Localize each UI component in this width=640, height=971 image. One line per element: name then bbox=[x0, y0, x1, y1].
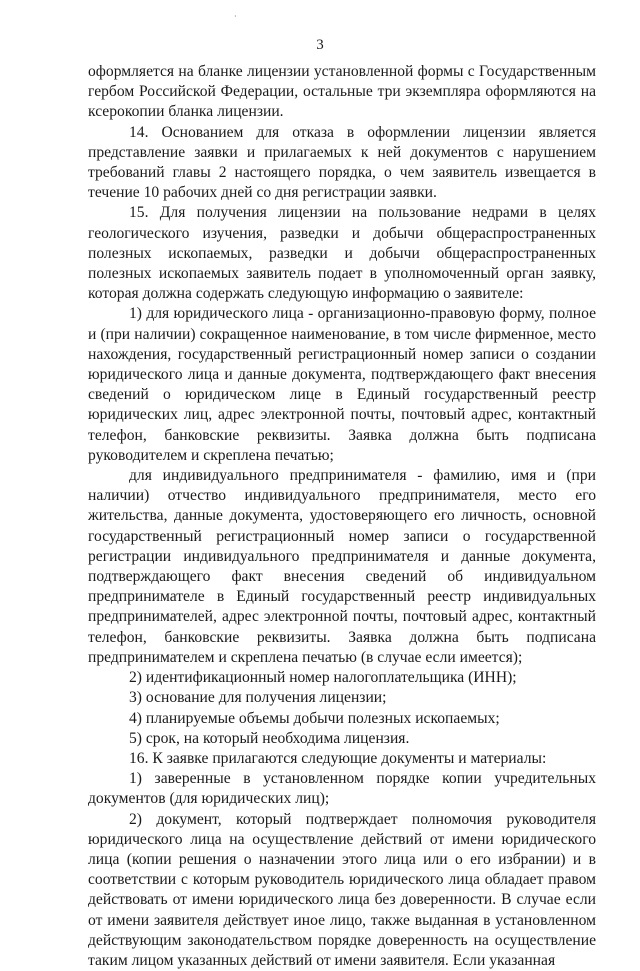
scan-mark: · bbox=[234, 12, 237, 21]
paragraph: 4) планируемые объемы добычи полезных ископаемых; bbox=[129, 709, 500, 727]
paragraph: 15. Для получения лицензии на пользование недрами в целях геологического изучения, разведки и добычи общераспространенных полезных ископаемых, разведки и добычи общераспространенных полезных ископаемых заявитель подает в уполномоченный орган заявку, которая должна содержать следующую информацию о заявителе: bbox=[88, 204, 596, 303]
page-number: 3 bbox=[316, 37, 324, 53]
paragraph: для индивидуального предпринимателя - фамилию, имя и (при наличии) отчество индивидуального предпринимателя, место его жительства, данные документа, удостоверяющего его личность, основной государственный регистрационный номер записи о государственной регистрации индивидуального предпринимателя и данные документа, подтверждающего факт внесения сведений об индивидуальном предпринимателе в Единый государственный реестр индивидуальных предпринимателей, адрес электронной почты, почтовый адрес, контактный телефон, банковские реквизиты. Заявка должна быть подписана предпринимателем и скреплена печатью (в случае если имеется); bbox=[88, 467, 596, 666]
paragraph: 16. К заявке прилагаются следующие документы и материалы: bbox=[129, 749, 547, 767]
paragraph: 1) для юридического лица - организационно-правовую форму, полное и (при наличии) сокращенное наименование, в том числе фирменное, место нахождения, государственный регистрационный номер записи о создании юридического лица и данные документа, подтверждающего факт внесения сведений о юридическом лице в Единый государственный реестр юридических лиц, адрес электронной почты, почтовый адрес, контактный телефон, банковские реквизиты. Заявка должна быть подписана руководителем и скреплена печатью; bbox=[88, 305, 596, 464]
paragraph: 14. Основанием для отказа в оформлении лицензии является представление заявки и прилагаемых к ней документов с нарушением требований главы 2 настоящего порядка, о чем заявитель извещается в течение 10 рабочих дней со дня регистрации заявки. bbox=[88, 123, 596, 202]
paragraph: 3) основание для получения лицензии; bbox=[129, 689, 387, 707]
paragraph: 2) документ, который подтверждает полномочия руководителя юридического лица на осуществление действий от имени юридического лица (копии решения о назначении этого лица или о его избрании) и в соответствии с которым руководитель юридического лица обладает правом действовать от имени юридического лица без доверенности. В случае если от имени заявителя действует иное лицо, также выданная в установленном действующим законодательством порядке доверенность на осуществление таким лицом указанных действий от имени заявителя. Если указанная bbox=[88, 810, 596, 969]
paragraph: оформляется на бланке лицензии установленной формы с Государственным гербом Российской Федерации, остальные три экземпляра оформляются на ксерокопии бланка лицензии. bbox=[88, 63, 596, 121]
paragraph: 1) заверенные в установленном порядке копии учредительных документов (для юридических лиц); bbox=[88, 770, 596, 808]
paragraph: 5) срок, на который необходима лицензия. bbox=[129, 729, 410, 747]
paragraph: 2) идентификационный номер налогоплательщика (ИНН); bbox=[129, 669, 517, 687]
document-body bbox=[88, 62, 596, 971]
